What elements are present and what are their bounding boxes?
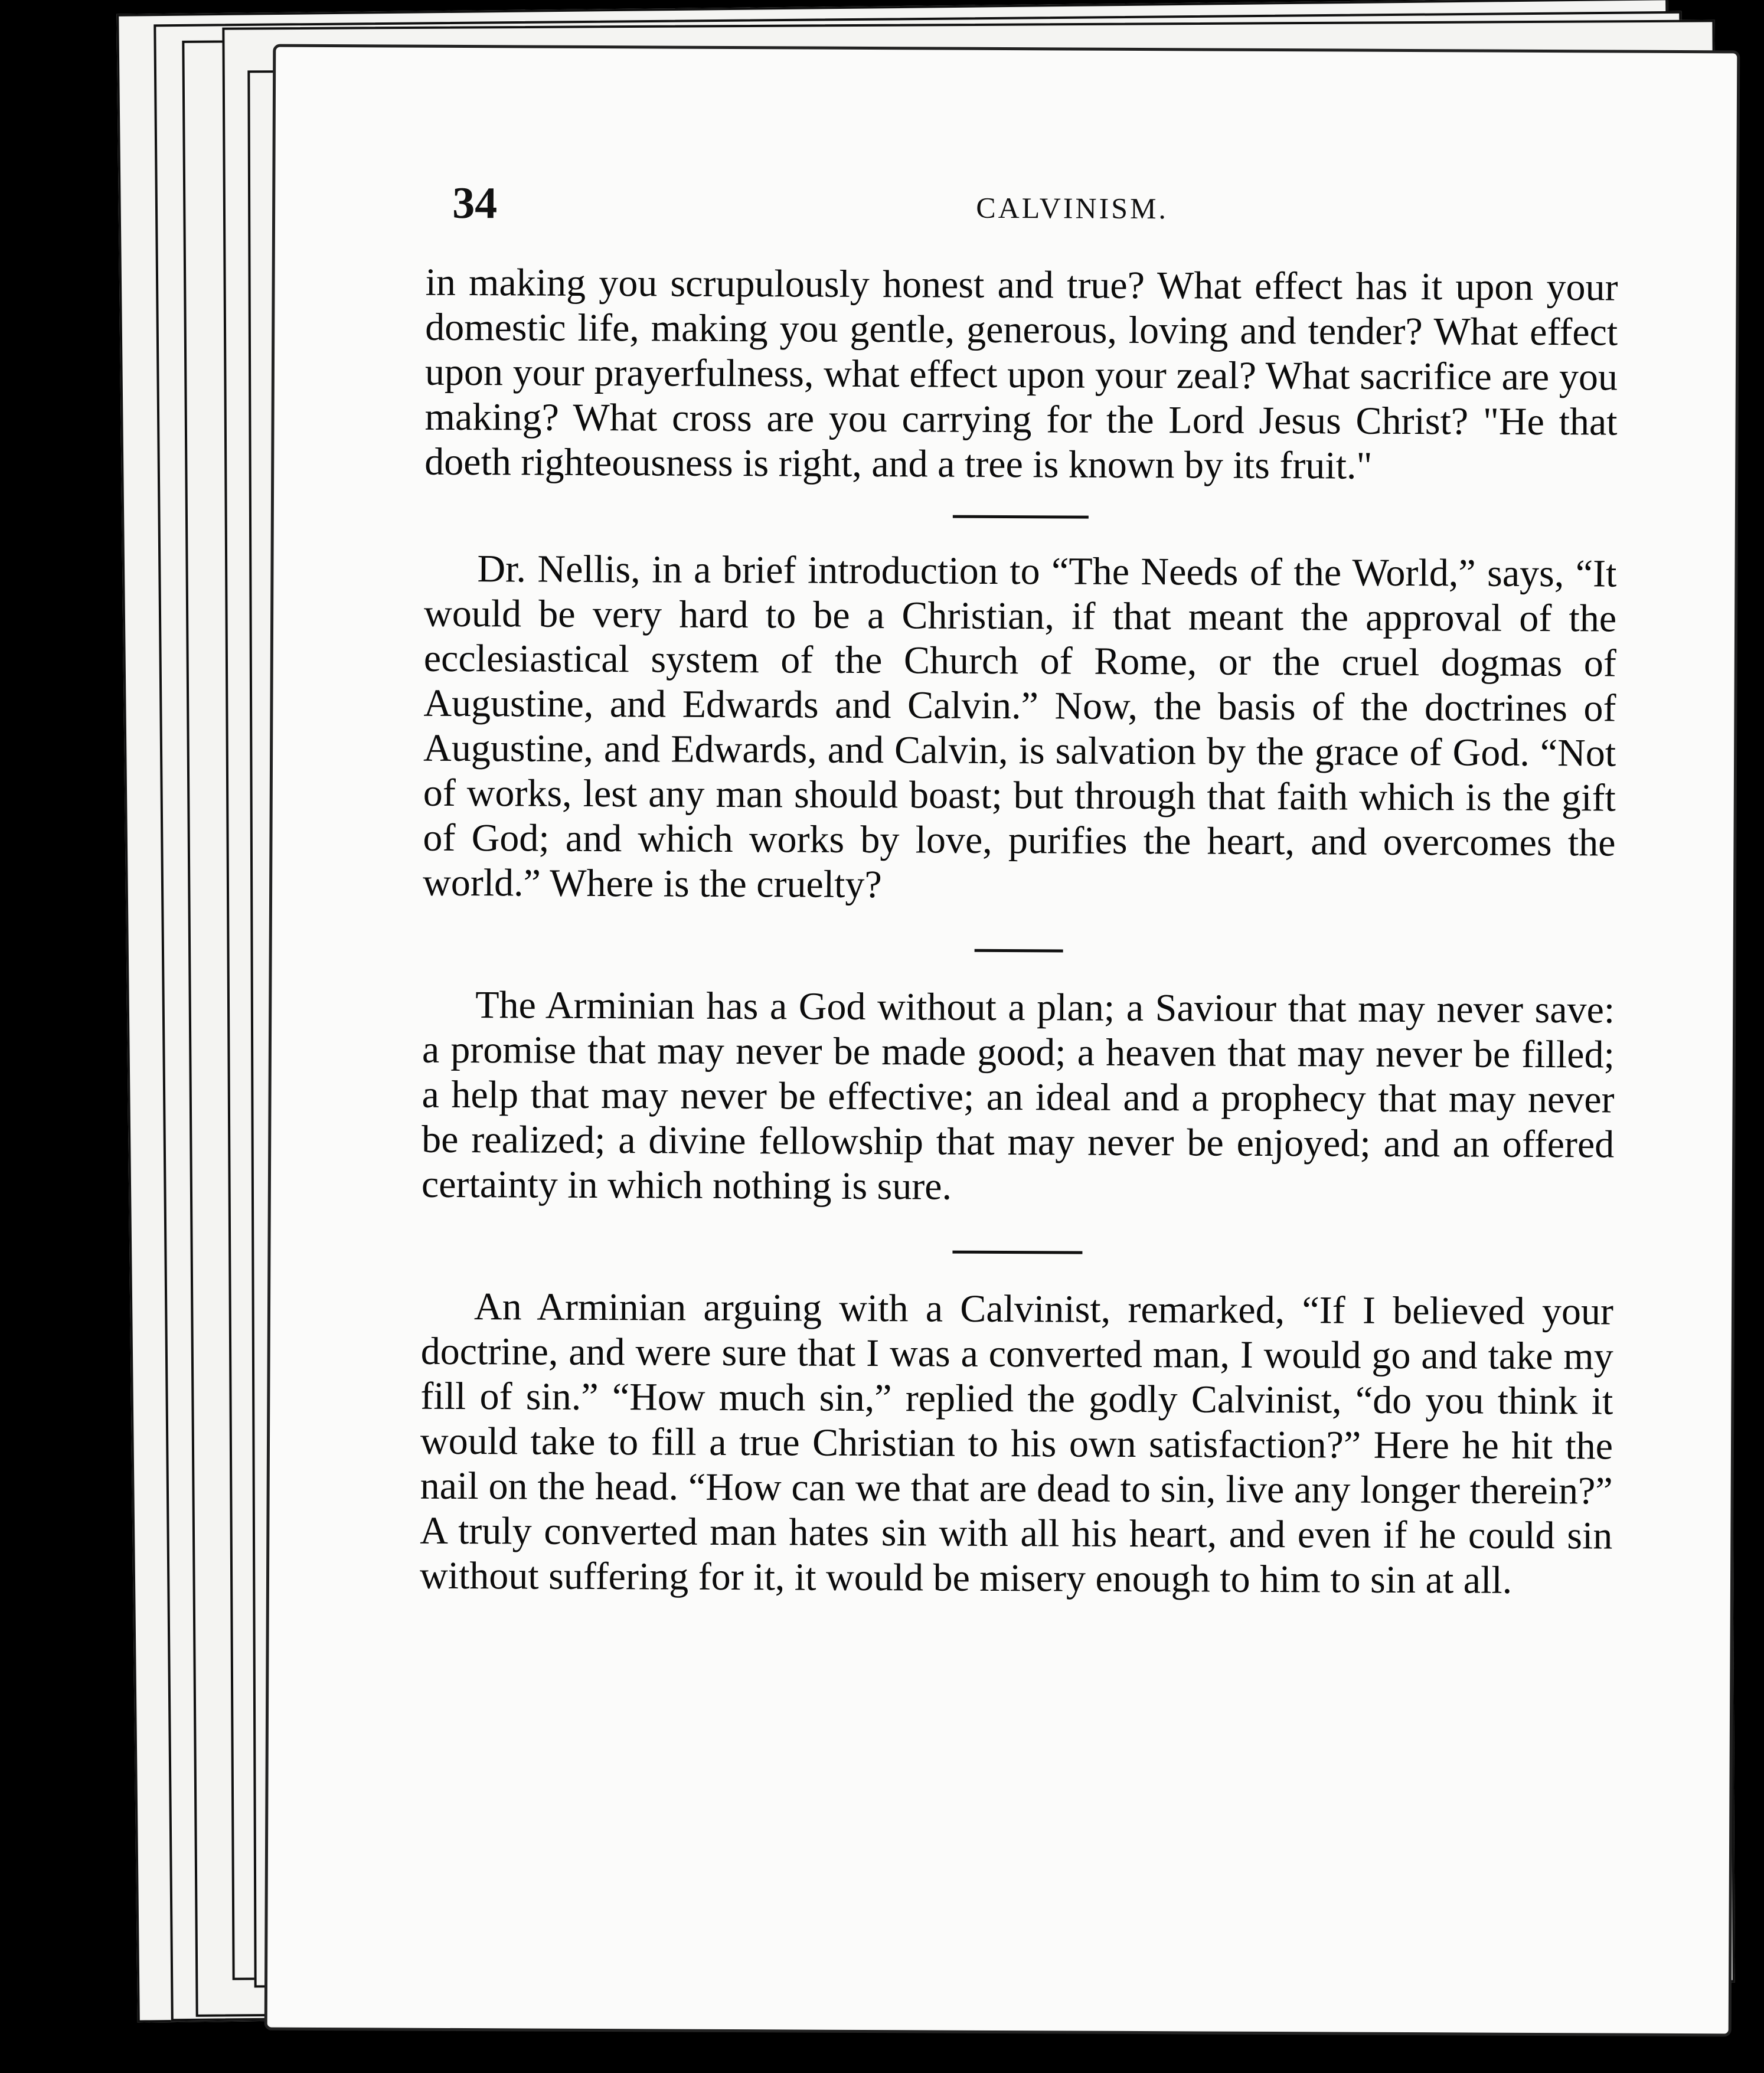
paragraph-2: Dr. Nellis, in a brief introduction to “The Needs of the World,” says, “It would be very hard to be a Christian, if that meant the approval of the ecclesiastical system of the Church of Rome, or the cruel dogmas of Augustine, and Edwards and Calvin.” Now, the basis of the doctrines of Augustine, and Edwards, and Calvin, is salvation by the grace of God. “Not of works, lest any man should boast; but through that faith which is the gift of God; and which works by love, purifies the heart, and overcomes the world.” Where is the cruelty? xyxy=(422,547,1617,907)
page-header xyxy=(452,178,1692,242)
section-divider xyxy=(975,949,1063,953)
page-body xyxy=(420,260,1618,1604)
page-number: 34 xyxy=(452,178,498,228)
book-page xyxy=(264,44,1740,2037)
paragraph-3: The Arminian has a God without a plan; a Saviour that may never save: a promise that may never be made good; a heaven that may never be filled; a help that may never be effective; an ideal and a prophecy that may never be realized; a divine fellowship that may never be enjoyed; and an offered certainty in which nothing is sure. xyxy=(421,983,1615,1208)
paragraph-1: in making you scrupulously honest and true? What effect has it upon your domestic life, making you gentle, generous, loving and tender? What effect upon your prayerfulness, what effect upon your zeal? What sacrifice are you making? What cross are you carrying for the Lord Jesus Christ? "He that doeth righteousness is right, and a tree is known by its fruit." xyxy=(424,260,1618,488)
section-divider xyxy=(952,1251,1082,1254)
running-title: CALVINISM. xyxy=(976,191,1169,225)
section-divider xyxy=(953,515,1089,519)
paragraph-4: An Arminian arguing with a Calvinist, remarked, “If I believed your doctrine, and were sure that I was a converted man, I would go and take my fill of sin.” “How much sin,” replied the godly Calvinist, “do you think it would take to fill a true Christian to his own satisfaction?” Here he hit the nail on the head. “How can we that are dead to sin, live any longer therein?” A truly converted man hates sin with all his heart, and even if he could sin without suffering for it, it would be misery enough to him to sin at all. xyxy=(419,1285,1614,1602)
